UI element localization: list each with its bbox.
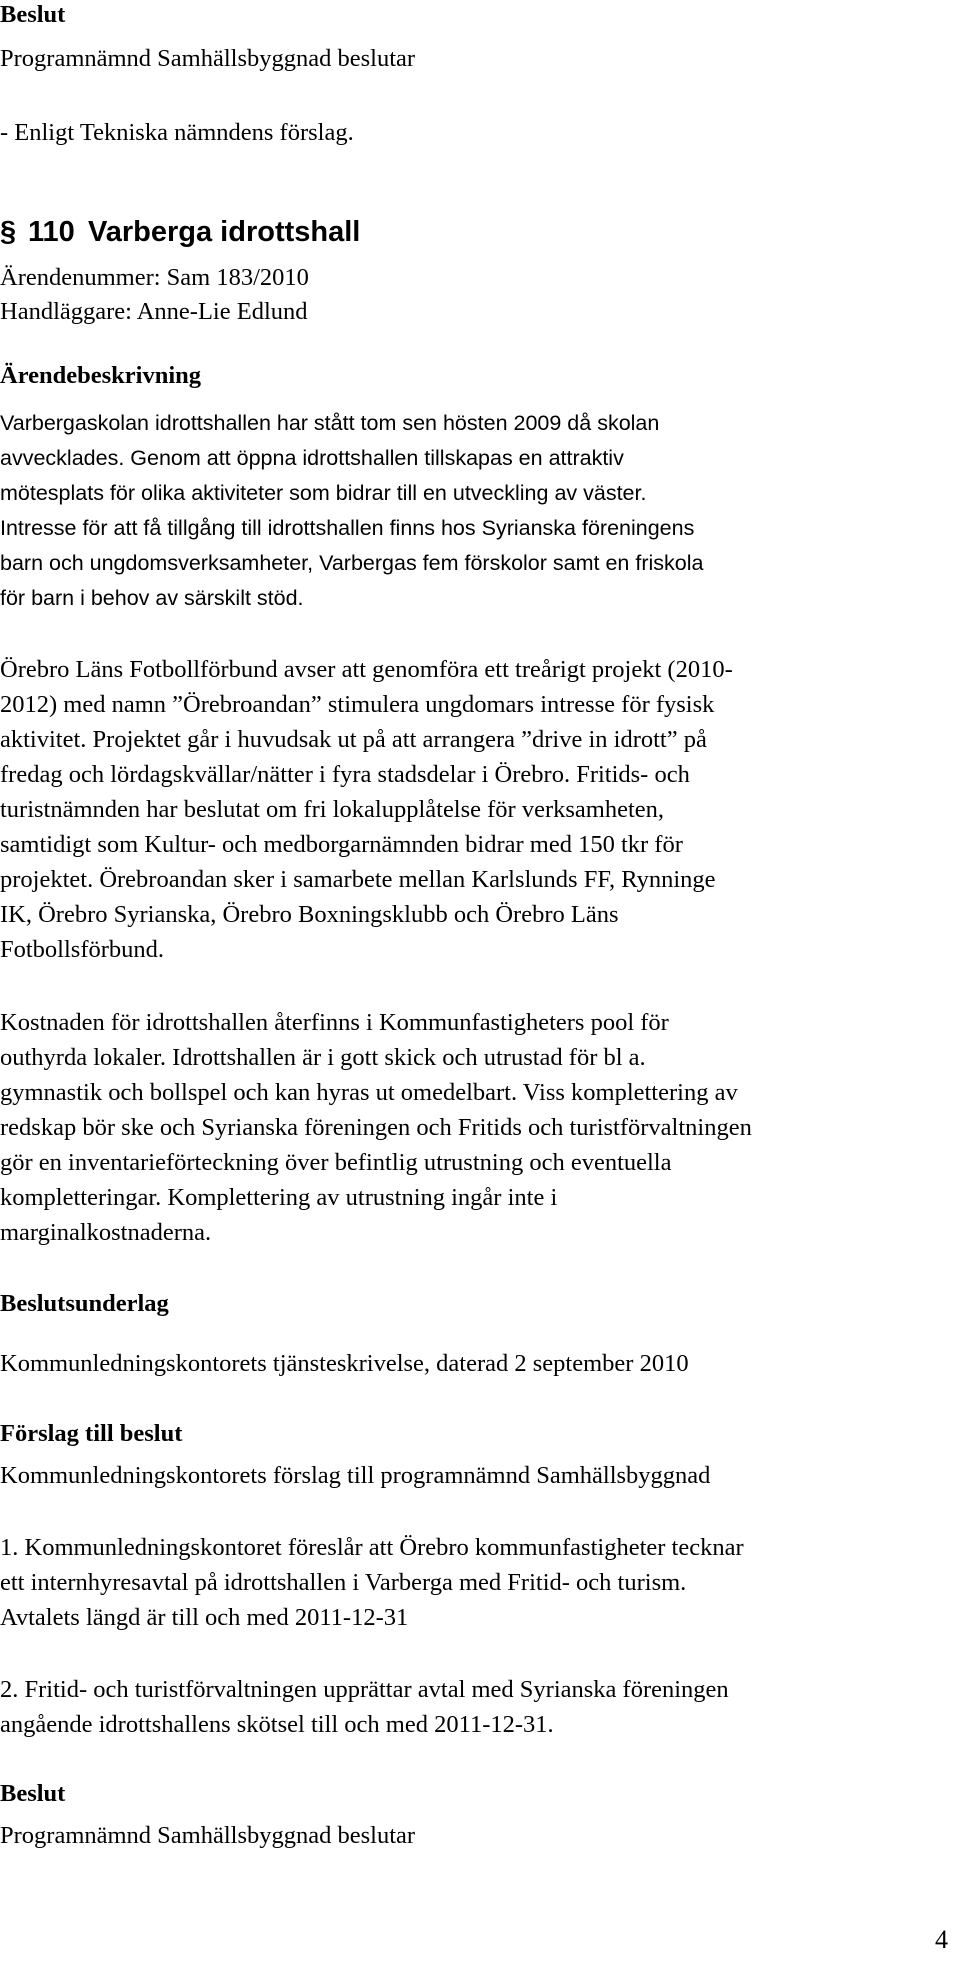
- text-line: redskap bör ske och Syrianska föreningen och Fritids och turistförvaltningen: [0, 1114, 752, 1141]
- page-number: 4: [935, 1925, 948, 1954]
- text-line: 2. Fritid- och turistförvaltningen upprättar avtal med Syrianska föreningen: [0, 1676, 729, 1703]
- text-line: outhyrda lokaler. Idrottshallen är i gott skick och utrustad för bl a.: [0, 1044, 646, 1071]
- text-line: barn och ungdomsverksamheter, Varbergas fem förskolor samt en friskola: [0, 551, 704, 575]
- decision-heading: Beslut: [0, 1780, 66, 1807]
- text-line: gör en inventarieförteckning över befintlig utrustning och eventuella: [0, 1149, 672, 1176]
- text-line: projektet. Örebroandan sker i samarbete mellan Karlslunds FF, Rynninge: [0, 866, 716, 893]
- intro-note: - Enligt Tekniska nämndens förslag.: [0, 119, 354, 146]
- section-symbol: §: [0, 216, 17, 248]
- text-line: fredag och lördagskvällar/nätter i fyra stadsdelar i Örebro. Fritids- och: [0, 761, 690, 788]
- text-line: Intresse för att få tillgång till idrottshallen finns hos Syrianska föreningens: [0, 516, 695, 540]
- basis-heading: Beslutsunderlag: [0, 1290, 169, 1317]
- decision-line: Programnämnd Samhällsbyggnad beslutar: [0, 1822, 416, 1849]
- text-line: marginalkostnaderna.: [0, 1219, 212, 1246]
- text-line: kompletteringar. Komplettering av utrustning ingår inte i: [0, 1184, 558, 1211]
- section-title: Varberga idrottshall: [88, 216, 361, 248]
- text-line: Avtalets längd är till och med 2011-12-31: [0, 1604, 409, 1631]
- text-line: Örebro Läns Fotbollförbund avser att genomföra ett treårigt projekt (2010-: [0, 656, 733, 683]
- text-line: samtidigt som Kultur- och medborgarnämnden bidrar med 150 tkr för: [0, 831, 683, 858]
- text-line: IK, Örebro Syrianska, Örebro Boxningsklubb och Örebro Läns: [0, 901, 619, 928]
- description-heading: Ärendebeskrivning: [0, 362, 202, 389]
- text-line: avvecklades. Genom att öppna idrottshallen tillskapas en attraktiv: [0, 446, 624, 470]
- text-line: 1. Kommunledningskontoret föreslår att Örebro kommunfastigheter tecknar: [0, 1534, 744, 1561]
- text-line: Fotbollsförbund.: [0, 936, 165, 963]
- text-line: aktivitet. Projektet går i huvudsak ut på att arrangera ”drive in idrott” på: [0, 726, 707, 753]
- text-line: turistnämnden har beslutat om fri lokalupplåtelse för verksamheten,: [0, 796, 665, 823]
- text-line: för barn i behov av särskilt stöd.: [0, 586, 304, 610]
- section-heading: [0, 214, 360, 250]
- text-line: gymnastik och bollspel och kan hyras ut omedelbart. Viss komplettering av: [0, 1079, 738, 1106]
- proposal-line: Kommunledningskontorets förslag till programnämnd Samhällsbyggnad: [0, 1462, 711, 1489]
- intro-line: Programnämnd Samhällsbyggnad beslutar: [0, 45, 416, 72]
- text-line: mötesplats för olika aktiviteter som bidrar till en utveckling av väster.: [0, 481, 647, 505]
- text-line: 2012) med namn ”Örebroandan” stimulera ungdomars intresse för fysisk: [0, 691, 715, 718]
- handler: Handläggare: Anne-Lie Edlund: [0, 298, 308, 325]
- text-line: Varbergaskolan idrottshallen har stått tom sen hösten 2009 då skolan: [0, 411, 660, 435]
- case-number: Ärendenummer: Sam 183/2010: [0, 264, 309, 291]
- intro-heading: Beslut: [0, 1, 66, 28]
- text-line: ett internhyresavtal på idrottshallen i Varberga med Fritid- och turism.: [0, 1569, 687, 1596]
- proposal-heading: Förslag till beslut: [0, 1420, 183, 1447]
- section-number: 110: [28, 216, 75, 248]
- text-line: angående idrottshallens skötsel till och med 2011-12-31.: [0, 1711, 554, 1738]
- text-line: Kostnaden för idrottshallen återfinns i Kommunfastigheters pool för: [0, 1009, 669, 1036]
- basis-line: Kommunledningskontorets tjänsteskrivelse, daterad 2 september 2010: [0, 1350, 689, 1377]
